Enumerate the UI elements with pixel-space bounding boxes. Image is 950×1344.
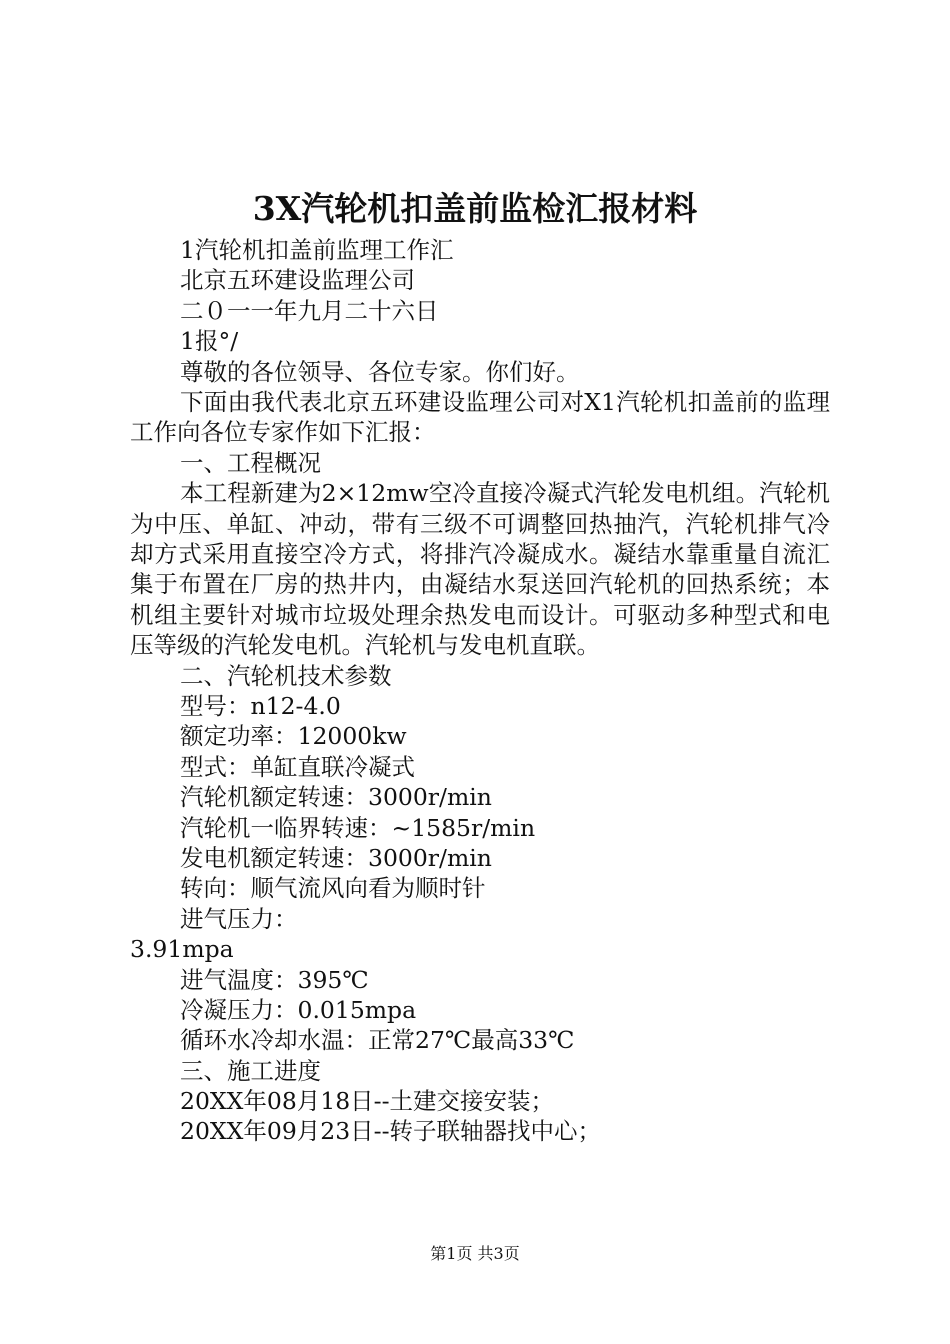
document-date: 二０一一年九月二十六日 (180, 296, 439, 325)
section-heading-progress: 三、施工进度 (180, 1056, 321, 1085)
progress-item: 20XX年08月18日--土建交接安装； (180, 1087, 555, 1116)
progress-item: 20XX年09月23日--转子联轴器找中心； (180, 1117, 602, 1146)
page-footer: 第1页 共3页 (430, 1244, 520, 1263)
param-rated-power: 额定功率：12000kw (180, 722, 407, 751)
intro-paragraph: 下面由我代表北京五环建设监理公司对X1汽轮机扣盖前的监理工作向各位专家作如下汇报： (130, 387, 830, 447)
param-turbine-speed: 汽轮机额定转速：3000r/min (180, 783, 492, 812)
param-critical-speed: 汽轮机一临界转速：~1585r/min (180, 813, 536, 842)
overview-paragraph: 本工程新建为2×12mw空冷直接冷凝式汽轮发电机组。汽轮机为中压、单缸、冲动，带有三级不可调整回热抽汽，汽轮机排气冷却方式采用直接空冷方式，将排汽冷凝成水。凝结水靠重量自流汇集于布置在厂房的热井内，由凝结水泵送回汽轮机的回热系统；本机组主要针对城市垃圾处理余热发电而设计。可驱动多种型式和电压等级的汽轮发电机。汽轮机与发电机直联。 (130, 479, 830, 660)
param-model: 型号：n12-4.0 (180, 691, 341, 720)
param-cooling-water-temp: 循环水冷却水温：正常27℃最高33℃ (180, 1026, 575, 1055)
param-condensing-pressure: 冷凝压力：0.015mpa (180, 995, 417, 1024)
param-rotation: 转向：顺气流风向看为顺时针 (180, 874, 486, 903)
report-mark: 1报°/ (180, 327, 239, 356)
param-inlet-pressure-value: 3.91mpa (130, 935, 234, 964)
section-heading-overview: 一、工程概况 (180, 448, 321, 477)
param-inlet-temperature: 进气温度：395℃ (180, 965, 369, 994)
param-generator-speed: 发电机额定转速：3000r/min (180, 843, 492, 872)
subtitle-line: 1汽轮机扣盖前监理工作汇 (180, 236, 454, 264)
param-type: 型式：单缸直联冷凝式 (180, 752, 415, 781)
document-title: 3X汽轮机扣盖前监检汇报材料 (252, 189, 698, 228)
document-body (130, 235, 830, 1147)
param-inlet-pressure-label: 进气压力： (180, 904, 298, 933)
company-name: 北京五环建设监理公司 (180, 266, 415, 295)
section-heading-params: 二、汽轮机技术参数 (180, 661, 392, 690)
greeting: 尊敬的各位领导、各位专家。你们好。 (180, 357, 580, 386)
